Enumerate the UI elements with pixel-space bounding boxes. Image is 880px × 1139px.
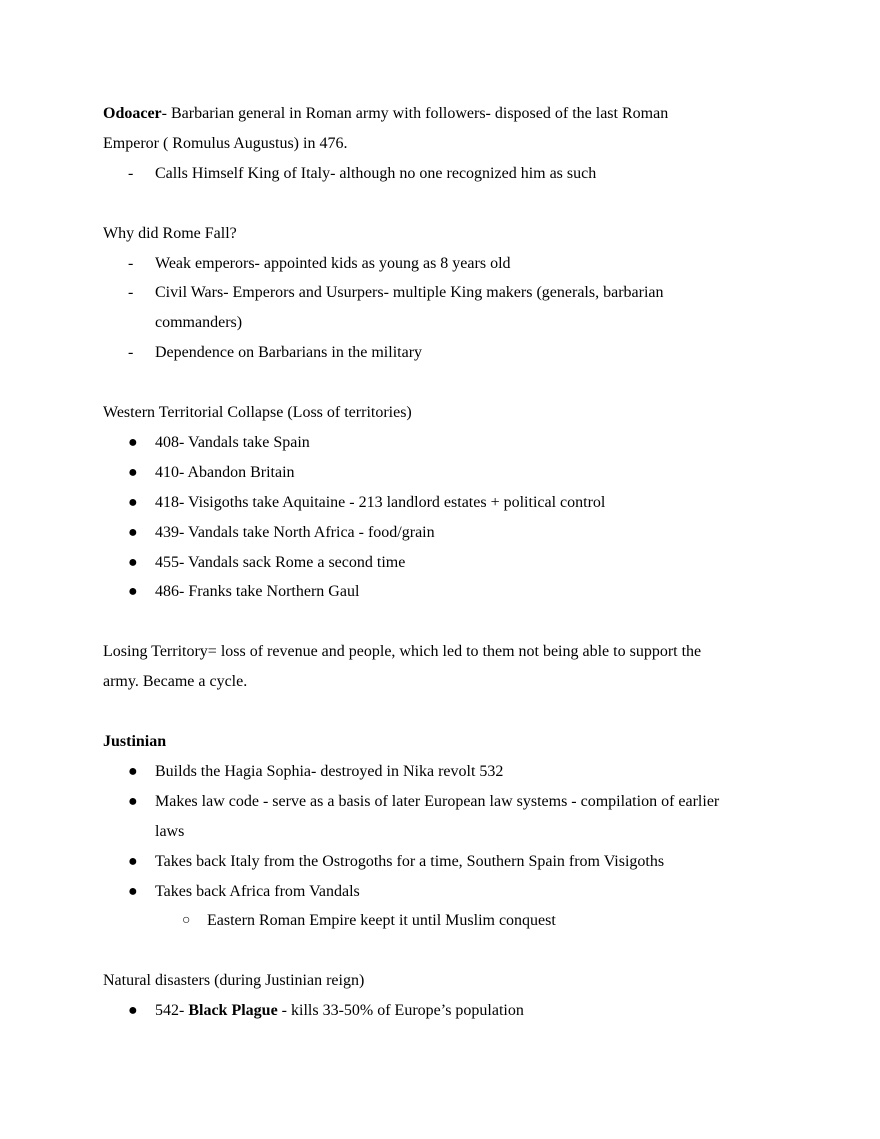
why-fall-heading: Why did Rome Fall?: [103, 224, 237, 242]
collapse-point-text: 418- Visigoths take Aquitaine - 213 landlord estates + political control: [155, 493, 606, 511]
collapse-point-text: 410- Abandon Britain: [155, 463, 295, 481]
black-plague-term: Black Plague: [188, 1002, 278, 1020]
justinian-list-item: [103, 787, 783, 817]
bullet-marker: ●: [128, 762, 138, 780]
bullet-marker: ●: [128, 523, 138, 541]
why-fall-list-item: [103, 338, 783, 368]
justinian-sub-list-item: [103, 906, 783, 936]
bullet-marker: ●: [128, 583, 138, 601]
justinian-point-text: Makes law code - serve as a basis of later European law systems - compilation of earlier: [155, 792, 720, 810]
disaster-item-suffix: - kills 33-50% of Europe’s population: [277, 1002, 524, 1020]
why-fall-list-item: [103, 278, 783, 308]
collapse-list-item: [103, 428, 783, 458]
justinian-point-text: laws: [155, 822, 185, 840]
justinian-list-item: [103, 757, 783, 787]
odoacer-paragraph-line1: [103, 99, 783, 129]
why-fall-point-text: Weak emperors- appointed kids as young as 8 years old: [155, 254, 511, 272]
why-fall-point-text: Dependence on Barbarians in the military: [155, 344, 423, 362]
justinian-point-text: Takes back Africa from Vandals: [155, 882, 360, 900]
justinian-point-text: Takes back Italy from the Ostrogoths for a time, Southern Spain from Visigoths: [155, 852, 665, 870]
collapse-list-item: [103, 548, 783, 578]
bullet-marker: ●: [128, 882, 138, 900]
why-fall-list-item: [103, 249, 783, 279]
bullet-marker: ●: [128, 463, 138, 481]
odoacer-text-1: - Barbarian general in Roman army with followers- disposed of the last Roman: [161, 105, 669, 122]
dash-marker: -: [128, 284, 134, 302]
collapse-list-item: [103, 518, 783, 548]
circle-marker: ○: [182, 913, 191, 929]
disasters-list-item: [103, 996, 783, 1026]
justinian-point-text: Builds the Hagia Sophia- destroyed in Nika revolt 532: [155, 762, 504, 780]
disasters-heading: Natural disasters (during Justinian reign): [103, 972, 365, 990]
bullet-marker: ●: [128, 852, 138, 870]
collapse-list-item: [103, 577, 783, 607]
justinian-list-item: [103, 877, 783, 907]
collapse-point-text: 408- Vandals take Spain: [155, 433, 310, 451]
odoacer-term: Odoacer: [103, 105, 162, 122]
collapse-list-item: [103, 458, 783, 488]
bullet-marker: ●: [128, 792, 138, 810]
bullet-marker: ●: [128, 553, 138, 571]
losing-territory-line2: army. Became a cycle.: [103, 673, 248, 691]
justinian-sub-point-text: Eastern Roman Empire keept it until Muslim conquest: [207, 912, 556, 930]
justinian-list-item: [103, 847, 783, 877]
bullet-marker: ●: [128, 493, 138, 511]
western-collapse-heading: Western Territorial Collapse (Loss of territories): [103, 404, 412, 422]
justinian-heading: Justinian: [103, 732, 167, 750]
collapse-point-text: 455- Vandals sack Rome a second time: [155, 553, 406, 571]
dash-marker: -: [128, 164, 134, 182]
bullet-marker: ●: [128, 1002, 138, 1020]
losing-territory-line1: Losing Territory= loss of revenue and people, which led to them not being able to support the: [103, 643, 702, 661]
dash-marker: -: [128, 254, 134, 272]
justinian-list-item-continuation: [103, 817, 783, 847]
document-page: [103, 99, 783, 1026]
disaster-item-prefix: 542-: [155, 1002, 189, 1020]
odoacer-point-text: Calls Himself King of Italy- although no one recognized him as such: [155, 164, 597, 182]
why-fall-point-text: commanders): [155, 314, 243, 332]
odoacer-list-item: [103, 159, 783, 189]
odoacer-paragraph-line2: Emperor ( Romulus Augustus) in 476.: [103, 134, 348, 152]
bullet-marker: ●: [128, 433, 138, 451]
dash-marker: -: [128, 344, 134, 362]
collapse-point-text: 486- Franks take Northern Gaul: [155, 583, 360, 601]
why-fall-point-text: Civil Wars- Emperors and Usurpers- multiple King makers (generals, barbarian: [155, 284, 664, 302]
why-fall-list-item-continuation: [103, 308, 783, 338]
collapse-list-item: [103, 488, 783, 518]
collapse-point-text: 439- Vandals take North Africa - food/grain: [155, 523, 435, 541]
